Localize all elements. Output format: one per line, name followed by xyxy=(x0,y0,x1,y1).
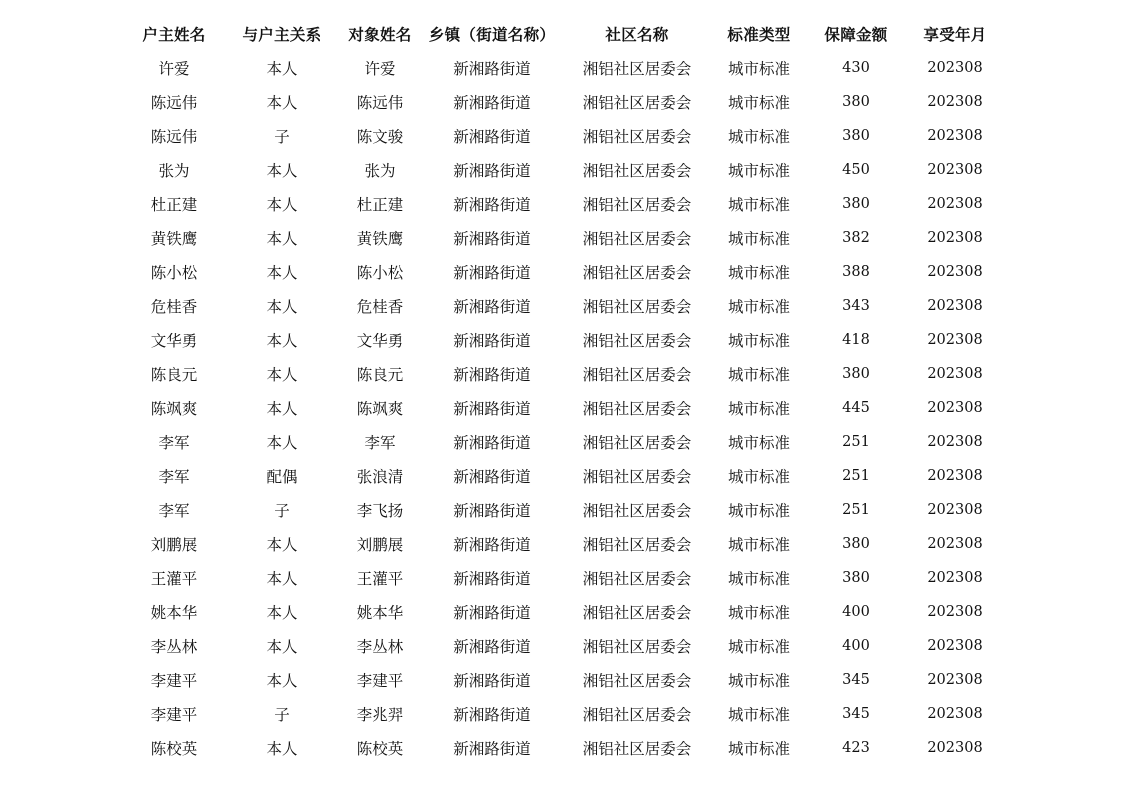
recipient-name-cell: 陈飒爽 xyxy=(356,400,404,418)
standard-type-cell: 城市标准 xyxy=(727,570,790,588)
town-street-cell: 新湘路街道 xyxy=(453,434,531,452)
amount-cell: 380 xyxy=(842,128,870,144)
year-month-cell: 202308 xyxy=(927,230,983,246)
town-street-cell: 新湘路街道 xyxy=(453,60,531,78)
year-month-cell: 202308 xyxy=(927,128,983,144)
table-row xyxy=(120,289,1002,323)
standard-type-cell: 城市标准 xyxy=(727,434,790,452)
amount-cell: 343 xyxy=(842,298,870,314)
table-row xyxy=(120,629,1002,663)
town-street-cell: 新湘路街道 xyxy=(453,162,531,180)
standard-type-cell: 城市标准 xyxy=(727,128,790,146)
town-street-cell: 新湘路街道 xyxy=(453,366,531,384)
recipient-name-cell: 王灌平 xyxy=(356,570,404,588)
household-head-cell: 陈良元 xyxy=(150,366,198,384)
standard-type-cell: 城市标准 xyxy=(727,196,790,214)
table-row xyxy=(120,391,1002,425)
town-street-cell: 新湘路街道 xyxy=(453,298,531,316)
table-body xyxy=(120,51,1002,765)
community-cell: 湘铝社区居委会 xyxy=(582,230,692,248)
town-street-cell: 新湘路街道 xyxy=(453,638,531,656)
community-cell: 湘铝社区居委会 xyxy=(582,570,692,588)
town-street-cell: 新湘路街道 xyxy=(453,128,531,146)
table-row xyxy=(120,85,1002,119)
community-cell: 湘铝社区居委会 xyxy=(582,400,692,418)
relationship-cell: 本人 xyxy=(266,298,298,316)
year-month-cell: 202308 xyxy=(927,638,983,654)
community-cell: 湘铝社区居委会 xyxy=(582,536,692,554)
table-row xyxy=(120,459,1002,493)
header-community: 社区名称 xyxy=(605,26,669,44)
year-month-cell: 202308 xyxy=(927,196,983,212)
recipient-name-cell: 张浪清 xyxy=(356,468,404,486)
relationship-cell: 本人 xyxy=(266,94,298,112)
relationship-cell: 本人 xyxy=(266,740,298,758)
community-cell: 湘铝社区居委会 xyxy=(582,672,692,690)
household-head-cell: 张为 xyxy=(158,162,190,180)
recipient-name-cell: 李军 xyxy=(364,434,396,452)
table-row xyxy=(120,493,1002,527)
town-street-cell: 新湘路街道 xyxy=(453,94,531,112)
standard-type-cell: 城市标准 xyxy=(727,230,790,248)
community-cell: 湘铝社区居委会 xyxy=(582,60,692,78)
amount-cell: 400 xyxy=(842,638,870,654)
table-row xyxy=(120,357,1002,391)
amount-cell: 423 xyxy=(842,740,870,756)
town-street-cell: 新湘路街道 xyxy=(453,502,531,520)
standard-type-cell: 城市标准 xyxy=(727,400,790,418)
table-row xyxy=(120,153,1002,187)
community-cell: 湘铝社区居委会 xyxy=(582,94,692,112)
recipient-name-cell: 杜正建 xyxy=(356,196,404,214)
recipient-name-cell: 危桂香 xyxy=(356,298,404,316)
year-month-cell: 202308 xyxy=(927,434,983,450)
relationship-cell: 本人 xyxy=(266,60,298,78)
year-month-cell: 202308 xyxy=(927,604,983,620)
recipient-name-cell: 文华勇 xyxy=(356,332,404,350)
header-standard-type: 标准类型 xyxy=(727,26,791,44)
amount-cell: 345 xyxy=(842,706,870,722)
header-household-head-name: 户主姓名 xyxy=(142,26,206,44)
standard-type-cell: 城市标准 xyxy=(727,672,790,690)
amount-cell: 251 xyxy=(842,434,870,450)
table-row xyxy=(120,119,1002,153)
recipient-name-cell: 陈良元 xyxy=(356,366,404,384)
recipient-name-cell: 黄铁鹰 xyxy=(356,230,404,248)
community-cell: 湘铝社区居委会 xyxy=(582,128,692,146)
table-row xyxy=(120,595,1002,629)
amount-cell: 380 xyxy=(842,570,870,586)
amount-cell: 445 xyxy=(842,400,870,416)
assistance-roster-sheet xyxy=(120,17,1002,765)
relationship-cell: 配偶 xyxy=(266,468,298,486)
amount-cell: 380 xyxy=(842,196,870,212)
town-street-cell: 新湘路街道 xyxy=(453,196,531,214)
town-street-cell: 新湘路街道 xyxy=(453,740,531,758)
amount-cell: 388 xyxy=(842,264,870,280)
town-street-cell: 新湘路街道 xyxy=(453,468,531,486)
community-cell: 湘铝社区居委会 xyxy=(582,434,692,452)
household-head-cell: 杜正建 xyxy=(150,196,198,214)
header-town-street: 乡镇（街道名称） xyxy=(428,26,556,44)
year-month-cell: 202308 xyxy=(927,502,983,518)
year-month-cell: 202308 xyxy=(927,366,983,382)
household-head-cell: 李军 xyxy=(158,434,190,452)
relationship-cell: 子 xyxy=(274,128,290,146)
relationship-cell: 本人 xyxy=(266,434,298,452)
community-cell: 湘铝社区居委会 xyxy=(582,196,692,214)
table-row xyxy=(120,51,1002,85)
table-row xyxy=(120,425,1002,459)
household-head-cell: 文华勇 xyxy=(150,332,198,350)
year-month-cell: 202308 xyxy=(927,264,983,280)
relationship-cell: 本人 xyxy=(266,230,298,248)
year-month-cell: 202308 xyxy=(927,332,983,348)
town-street-cell: 新湘路街道 xyxy=(453,536,531,554)
header-relationship: 与户主关系 xyxy=(242,26,322,44)
recipient-name-cell: 李兆羿 xyxy=(356,706,404,724)
community-cell: 湘铝社区居委会 xyxy=(582,332,692,350)
recipient-name-cell: 张为 xyxy=(364,162,396,180)
standard-type-cell: 城市标准 xyxy=(727,468,790,486)
relationship-cell: 本人 xyxy=(266,570,298,588)
amount-cell: 430 xyxy=(842,60,870,76)
recipient-name-cell: 陈文骏 xyxy=(356,128,404,146)
household-head-cell: 许爱 xyxy=(158,60,190,78)
standard-type-cell: 城市标准 xyxy=(727,604,790,622)
year-month-cell: 202308 xyxy=(927,94,983,110)
household-head-cell: 李军 xyxy=(158,468,190,486)
household-head-cell: 李军 xyxy=(158,502,190,520)
amount-cell: 380 xyxy=(842,536,870,552)
household-head-cell: 陈小松 xyxy=(150,264,198,282)
household-head-cell: 李丛林 xyxy=(150,638,198,656)
town-street-cell: 新湘路街道 xyxy=(453,706,531,724)
relationship-cell: 本人 xyxy=(266,332,298,350)
table-row xyxy=(120,187,1002,221)
household-head-cell: 黄铁鹰 xyxy=(150,230,198,248)
assistance-roster-table xyxy=(120,17,1002,765)
town-street-cell: 新湘路街道 xyxy=(453,332,531,350)
standard-type-cell: 城市标准 xyxy=(727,332,790,350)
recipient-name-cell: 陈小松 xyxy=(356,264,404,282)
year-month-cell: 202308 xyxy=(927,740,983,756)
standard-type-cell: 城市标准 xyxy=(727,264,790,282)
year-month-cell: 202308 xyxy=(927,570,983,586)
amount-cell: 251 xyxy=(842,502,870,518)
recipient-name-cell: 刘鹏展 xyxy=(356,536,404,554)
standard-type-cell: 城市标准 xyxy=(727,162,790,180)
table-row xyxy=(120,255,1002,289)
relationship-cell: 本人 xyxy=(266,672,298,690)
header-amount: 保障金额 xyxy=(824,26,888,44)
household-head-cell: 李建平 xyxy=(150,672,198,690)
table-row xyxy=(120,221,1002,255)
standard-type-cell: 城市标准 xyxy=(727,502,790,520)
relationship-cell: 本人 xyxy=(266,638,298,656)
relationship-cell: 子 xyxy=(274,502,290,520)
community-cell: 湘铝社区居委会 xyxy=(582,604,692,622)
table-row xyxy=(120,561,1002,595)
table-row xyxy=(120,323,1002,357)
town-street-cell: 新湘路街道 xyxy=(453,570,531,588)
household-head-cell: 陈远伟 xyxy=(150,94,198,112)
household-head-cell: 危桂香 xyxy=(150,298,198,316)
recipient-name-cell: 李丛林 xyxy=(356,638,404,656)
community-cell: 湘铝社区居委会 xyxy=(582,162,692,180)
table-row xyxy=(120,663,1002,697)
standard-type-cell: 城市标准 xyxy=(727,298,790,316)
relationship-cell: 本人 xyxy=(266,264,298,282)
household-head-cell: 陈飒爽 xyxy=(150,400,198,418)
year-month-cell: 202308 xyxy=(927,162,983,178)
household-head-cell: 姚本华 xyxy=(150,604,198,622)
community-cell: 湘铝社区居委会 xyxy=(582,366,692,384)
header-row xyxy=(120,17,1002,51)
standard-type-cell: 城市标准 xyxy=(727,366,790,384)
recipient-name-cell: 许爱 xyxy=(364,60,396,78)
header-recipient-name: 对象姓名 xyxy=(348,26,412,44)
relationship-cell: 本人 xyxy=(266,536,298,554)
town-street-cell: 新湘路街道 xyxy=(453,604,531,622)
community-cell: 湘铝社区居委会 xyxy=(582,706,692,724)
standard-type-cell: 城市标准 xyxy=(727,638,790,656)
amount-cell: 380 xyxy=(842,94,870,110)
table-header xyxy=(120,17,1002,51)
relationship-cell: 本人 xyxy=(266,400,298,418)
household-head-cell: 陈校英 xyxy=(150,740,198,758)
community-cell: 湘铝社区居委会 xyxy=(582,264,692,282)
standard-type-cell: 城市标准 xyxy=(727,706,790,724)
table-row xyxy=(120,731,1002,765)
amount-cell: 418 xyxy=(842,332,870,348)
recipient-name-cell: 李飞扬 xyxy=(356,502,404,520)
household-head-cell: 刘鹏展 xyxy=(150,536,198,554)
community-cell: 湘铝社区居委会 xyxy=(582,740,692,758)
year-month-cell: 202308 xyxy=(927,706,983,722)
year-month-cell: 202308 xyxy=(927,468,983,484)
amount-cell: 382 xyxy=(842,230,870,246)
household-head-cell: 李建平 xyxy=(150,706,198,724)
community-cell: 湘铝社区居委会 xyxy=(582,468,692,486)
community-cell: 湘铝社区居委会 xyxy=(582,502,692,520)
relationship-cell: 本人 xyxy=(266,196,298,214)
year-month-cell: 202308 xyxy=(927,672,983,688)
standard-type-cell: 城市标准 xyxy=(727,94,790,112)
relationship-cell: 子 xyxy=(274,706,290,724)
standard-type-cell: 城市标准 xyxy=(727,740,790,758)
amount-cell: 345 xyxy=(842,672,870,688)
year-month-cell: 202308 xyxy=(927,298,983,314)
standard-type-cell: 城市标准 xyxy=(727,60,790,78)
year-month-cell: 202308 xyxy=(927,536,983,552)
recipient-name-cell: 姚本华 xyxy=(356,604,404,622)
header-year-month: 享受年月 xyxy=(923,26,987,44)
town-street-cell: 新湘路街道 xyxy=(453,264,531,282)
household-head-cell: 陈远伟 xyxy=(150,128,198,146)
table-row xyxy=(120,697,1002,731)
year-month-cell: 202308 xyxy=(927,400,983,416)
amount-cell: 251 xyxy=(842,468,870,484)
community-cell: 湘铝社区居委会 xyxy=(582,298,692,316)
recipient-name-cell: 陈远伟 xyxy=(356,94,404,112)
household-head-cell: 王灌平 xyxy=(150,570,198,588)
recipient-name-cell: 李建平 xyxy=(356,672,404,690)
town-street-cell: 新湘路街道 xyxy=(453,230,531,248)
year-month-cell: 202308 xyxy=(927,60,983,76)
town-street-cell: 新湘路街道 xyxy=(453,672,531,690)
town-street-cell: 新湘路街道 xyxy=(453,400,531,418)
standard-type-cell: 城市标准 xyxy=(727,536,790,554)
relationship-cell: 本人 xyxy=(266,604,298,622)
relationship-cell: 本人 xyxy=(266,366,298,384)
table-row xyxy=(120,527,1002,561)
relationship-cell: 本人 xyxy=(266,162,298,180)
recipient-name-cell: 陈校英 xyxy=(356,740,404,758)
amount-cell: 400 xyxy=(842,604,870,620)
community-cell: 湘铝社区居委会 xyxy=(582,638,692,656)
amount-cell: 380 xyxy=(842,366,870,382)
amount-cell: 450 xyxy=(842,162,870,178)
